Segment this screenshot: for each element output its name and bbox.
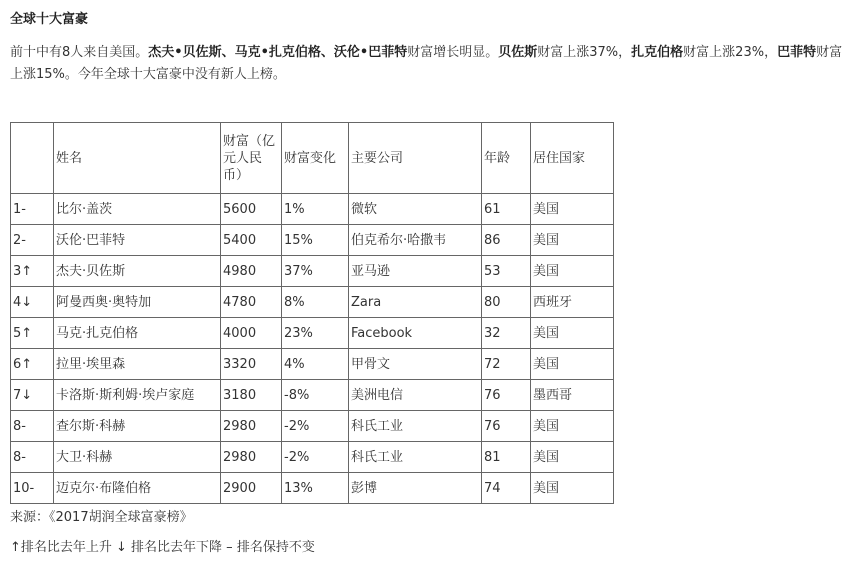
source-note: 来源：《2017胡润全球富豪榜》 [10,510,193,525]
cell-name: 马克·扎克伯格 [54,318,221,349]
cell-company: Facebook [349,318,482,349]
cell-country: 美国 [531,442,614,473]
cell-company: 美洲电信 [349,380,482,411]
cell-change: 4% [282,349,349,380]
header-name: 姓名 [54,123,221,194]
cell-country: 美国 [531,473,614,504]
header-country: 居住国家 [531,123,614,194]
table-row [11,411,614,442]
intro-text-3: 财富上涨37%， [537,45,632,60]
header-age: 年龄 [482,123,531,194]
cell-change: 23% [282,318,349,349]
cell-company: 甲骨文 [349,349,482,380]
cell-wealth: 4780 [221,287,282,318]
cell-age: 80 [482,287,531,318]
intro-text-1: 前十中有8人来自美国。 [10,45,149,60]
intro-bold-buffett: 巴菲特 [777,45,817,60]
cell-company: 彭博 [349,473,482,504]
intro-text-5: 财富上涨15%。今年全球十大富豪中没有新人上榜。 [10,45,843,82]
cell-rank: 2- [11,225,54,256]
table-row [11,349,614,380]
cell-wealth: 2980 [221,442,282,473]
table-row [11,473,614,504]
table-row [11,194,614,225]
cell-country: 西班牙 [531,287,614,318]
cell-change: 1% [282,194,349,225]
page-title: 全球十大富豪 [10,12,89,27]
cell-name: 查尔斯·科赫 [54,411,221,442]
cell-change: 8% [282,287,349,318]
cell-rank: 7↓ [11,380,54,411]
intro-bold-names: 杰夫•贝佐斯、马克•扎克伯格、沃伦•巴菲特 [148,45,408,60]
cell-name: 沃伦·巴菲特 [54,225,221,256]
cell-wealth: 5600 [221,194,282,225]
cell-wealth: 2980 [221,411,282,442]
cell-country: 美国 [531,194,614,225]
header-wealth: 财富（亿元人民币） [221,123,282,194]
table-row [11,318,614,349]
cell-change: -2% [282,411,349,442]
cell-rank: 8- [11,442,54,473]
cell-age: 81 [482,442,531,473]
cell-name: 阿曼西奥·奥特加 [54,287,221,318]
rich-list-table [10,122,614,504]
cell-rank: 8- [11,411,54,442]
cell-rank: 10- [11,473,54,504]
cell-country: 墨西哥 [531,380,614,411]
table-row [11,442,614,473]
rank-legend: ↑排名比去年上升 ↓ 排名比去年下降 – 排名保持不变 [10,540,315,555]
cell-company: 亚马逊 [349,256,482,287]
table-row [11,287,614,318]
cell-name: 大卫·科赫 [54,442,221,473]
cell-wealth: 2900 [221,473,282,504]
cell-company: 科氏工业 [349,411,482,442]
cell-age: 86 [482,225,531,256]
intro-text-2: 财富增长明显。 [407,45,499,60]
cell-age: 76 [482,380,531,411]
intro-bold-bezos: 贝佐斯 [498,45,538,60]
cell-change: 37% [282,256,349,287]
cell-rank: 4↓ [11,287,54,318]
cell-wealth: 3180 [221,380,282,411]
cell-rank: 6↑ [11,349,54,380]
cell-company: 微软 [349,194,482,225]
cell-company: 科氏工业 [349,442,482,473]
cell-wealth: 4980 [221,256,282,287]
cell-wealth: 4000 [221,318,282,349]
cell-country: 美国 [531,411,614,442]
cell-name: 迈克尔·布隆伯格 [54,473,221,504]
cell-rank: 3↑ [11,256,54,287]
cell-change: 13% [282,473,349,504]
cell-name: 比尔·盖茨 [54,194,221,225]
cell-company: 伯克希尔·哈撒韦 [349,225,482,256]
header-company: 主要公司 [349,123,482,194]
cell-country: 美国 [531,318,614,349]
cell-change: -2% [282,442,349,473]
cell-age: 32 [482,318,531,349]
header-rank [11,123,54,194]
cell-age: 76 [482,411,531,442]
cell-country: 美国 [531,349,614,380]
cell-age: 74 [482,473,531,504]
cell-wealth: 3320 [221,349,282,380]
table-header-row [11,123,614,194]
cell-wealth: 5400 [221,225,282,256]
cell-rank: 5↑ [11,318,54,349]
table-row [11,380,614,411]
intro-text-4: 财富上涨23%， [683,45,778,60]
header-change: 财富变化 [282,123,349,194]
cell-name: 卡洛斯·斯利姆·埃卢家庭 [54,380,221,411]
cell-age: 61 [482,194,531,225]
cell-age: 72 [482,349,531,380]
table-row [11,225,614,256]
table-row [11,256,614,287]
cell-change: 15% [282,225,349,256]
intro-bold-zuckerberg: 扎克伯格 [631,45,684,60]
cell-country: 美国 [531,225,614,256]
cell-name: 杰夫·贝佐斯 [54,256,221,287]
intro-paragraph [10,42,855,86]
cell-country: 美国 [531,256,614,287]
cell-name: 拉里·埃里森 [54,349,221,380]
cell-change: -8% [282,380,349,411]
cell-rank: 1- [11,194,54,225]
cell-age: 53 [482,256,531,287]
cell-company: Zara [349,287,482,318]
